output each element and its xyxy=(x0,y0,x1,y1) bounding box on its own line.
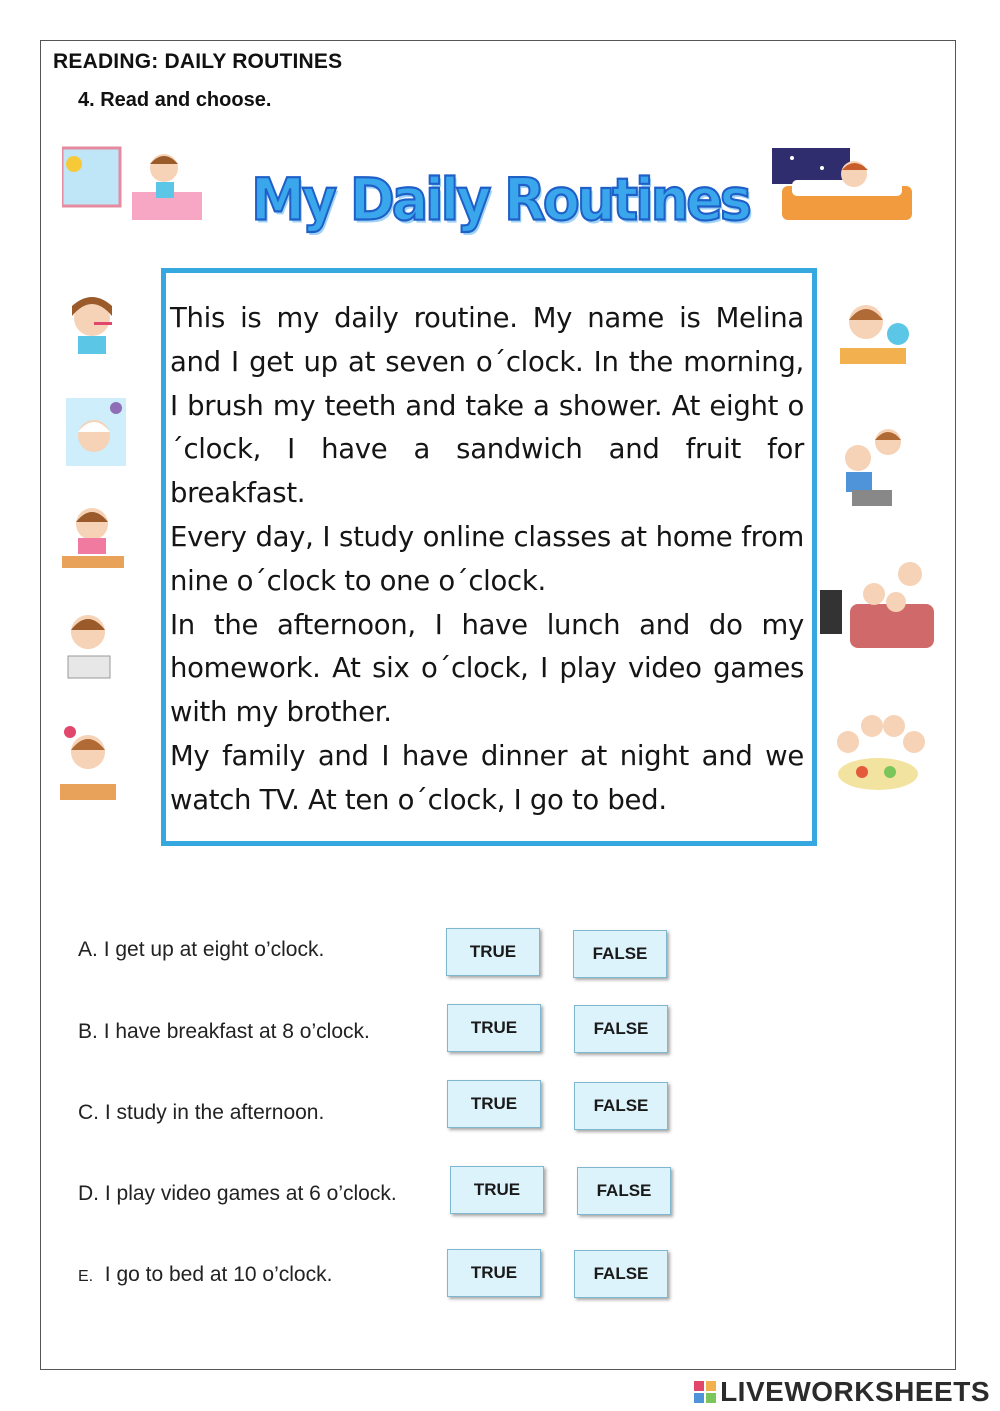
logo-icon xyxy=(694,1381,716,1403)
question-e xyxy=(78,1263,332,1287)
story-title: My Daily Routines xyxy=(251,165,749,234)
brand-name: LIVEWORKSHEETS xyxy=(720,1376,990,1407)
question-text: I study in the afternoon. xyxy=(104,1101,325,1124)
story-box xyxy=(161,268,817,846)
question-text: I get up at eight o’clock. xyxy=(103,938,325,961)
story-paragraph: In the afternoon, I have lunch and do my homework. At six o´clock, I play video games with my brother. xyxy=(170,608,804,729)
watch-tv-illustration xyxy=(820,560,936,654)
question-letter: B. xyxy=(78,1020,98,1043)
question-b-true-button[interactable]: TRUE xyxy=(447,1004,541,1052)
question-text: I go to bed at 10 o’clock. xyxy=(104,1263,333,1286)
liveworksheets-logo xyxy=(694,1376,990,1408)
question-letter: E. xyxy=(78,1268,94,1285)
question-e-true-button[interactable]: TRUE xyxy=(447,1249,541,1297)
instruction-text: 4. Read and choose. xyxy=(78,89,272,111)
question-a-false-button[interactable]: FALSE xyxy=(573,930,667,978)
question-letter: A. xyxy=(78,938,98,961)
question-e-false-button[interactable]: FALSE xyxy=(574,1250,668,1298)
question-c-false-button[interactable]: FALSE xyxy=(574,1082,668,1130)
story-paragraph: Every day, I study online classes at home from nine o´clock to one o´clock. xyxy=(170,520,804,597)
question-d-true-button[interactable]: TRUE xyxy=(450,1166,544,1214)
question-b xyxy=(78,1020,370,1044)
story-paragraph: This is my daily routine. My name is Melina and I get up at seven o´clock. In the morning, I brush my teeth and take a shower. At eight o´clock, I have a sandwich and fruit for breakfast. xyxy=(170,302,804,510)
question-d-false-button[interactable]: FALSE xyxy=(577,1167,671,1215)
question-letter: D. xyxy=(78,1182,99,1205)
homework-illustration xyxy=(836,294,910,368)
video-games-illustration xyxy=(838,424,912,510)
question-d xyxy=(78,1182,397,1206)
question-a xyxy=(78,938,324,962)
story-paragraph: My family and I have dinner at night and we watch TV. At ten o´clock, I go to bed. xyxy=(170,739,804,816)
question-c-true-button[interactable]: TRUE xyxy=(447,1080,541,1128)
shower-illustration xyxy=(66,398,126,466)
question-a-true-button[interactable]: TRUE xyxy=(446,928,540,976)
question-b-false-button[interactable]: FALSE xyxy=(574,1005,668,1053)
question-c xyxy=(78,1101,324,1125)
brushing-teeth-illustration xyxy=(64,292,120,356)
online-class-illustration xyxy=(62,606,116,680)
family-dinner-illustration xyxy=(828,712,928,804)
worksheet-heading: READING: DAILY ROUTINES xyxy=(53,50,343,73)
question-text: I play video games at 6 o’clock. xyxy=(104,1182,397,1205)
question-text: I have breakfast at 8 o’clock. xyxy=(103,1020,370,1043)
lunch-illustration xyxy=(60,722,116,802)
breakfast-illustration xyxy=(62,498,124,570)
question-letter: C. xyxy=(78,1101,99,1124)
